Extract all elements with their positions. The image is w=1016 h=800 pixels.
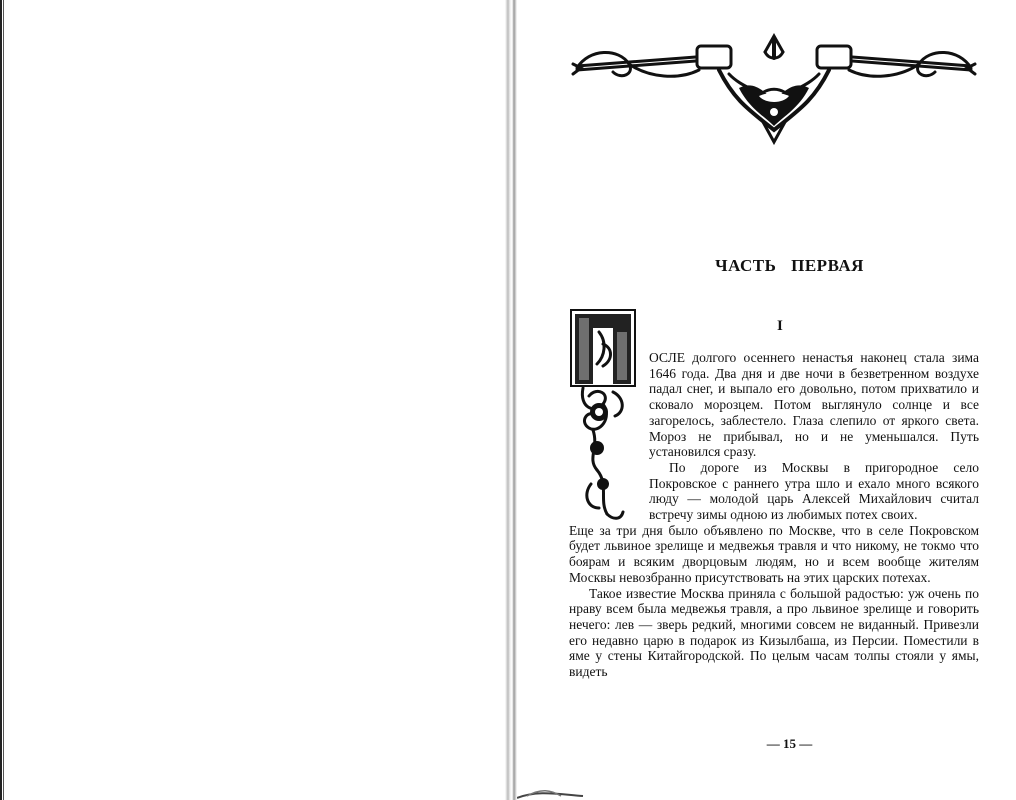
book-gutter: [505, 0, 517, 800]
page-corner-smudge: [517, 770, 587, 800]
paragraph-1: ОСЛЕ долгого осеннего ненастья наконец стала зима 1646 года. Два дня и две ночи в безветренном воздухе падал снег, и выпало его довольно, потом прихватило и сковало морозцем. Потом выглянуло солнце и все загорелось, заблестело. Глаза слепило от яркого света. Мороз не прибывал, но и не уменьшался. Путь установился сразу.: [649, 350, 979, 460]
chapter-number: I: [777, 318, 783, 334]
paragraph-3: Еще за три дня было объявлено по Москве, что в селе Покровском будет львиное зрелище и медвежья травля и что никому, не токмо что боярам и всяким дворцовым людям, но и всем вообще жителям Москвы невозбранно присутствовать на этих царских потехах.: [569, 522, 979, 585]
chapter-text: [569, 350, 979, 680]
page-number: — 15 —: [766, 736, 813, 751]
left-page-edge: [0, 0, 6, 800]
ornamental-headpiece: [569, 30, 979, 145]
right-page: [517, 0, 1016, 800]
paragraph-4: Такое известие Москва приняла с большой радостью: уж очень по нраву всем была медвежья травля, а про львиное зрелище и говорить нечего: лев — зверь редкий, многими совсем не виданный. Привезли его недавно царю в подарок из Кизылбаша, из Персии. Поместили в яме у стены Китайгородской. По целым часам толпы стояли у ямы, видеть: [569, 585, 979, 680]
paragraph-2: По дороге из Москвы в пригородное село Покровское с раннего утра шло и ехало много всякого люду — молодой царь Алексей Михайлович считал встречу зимы одною из любимых потех своих.: [649, 459, 979, 523]
part-title: ЧАСТЬ ПЕРВАЯ: [715, 256, 864, 275]
dropcap-wrap-area: [649, 350, 979, 523]
